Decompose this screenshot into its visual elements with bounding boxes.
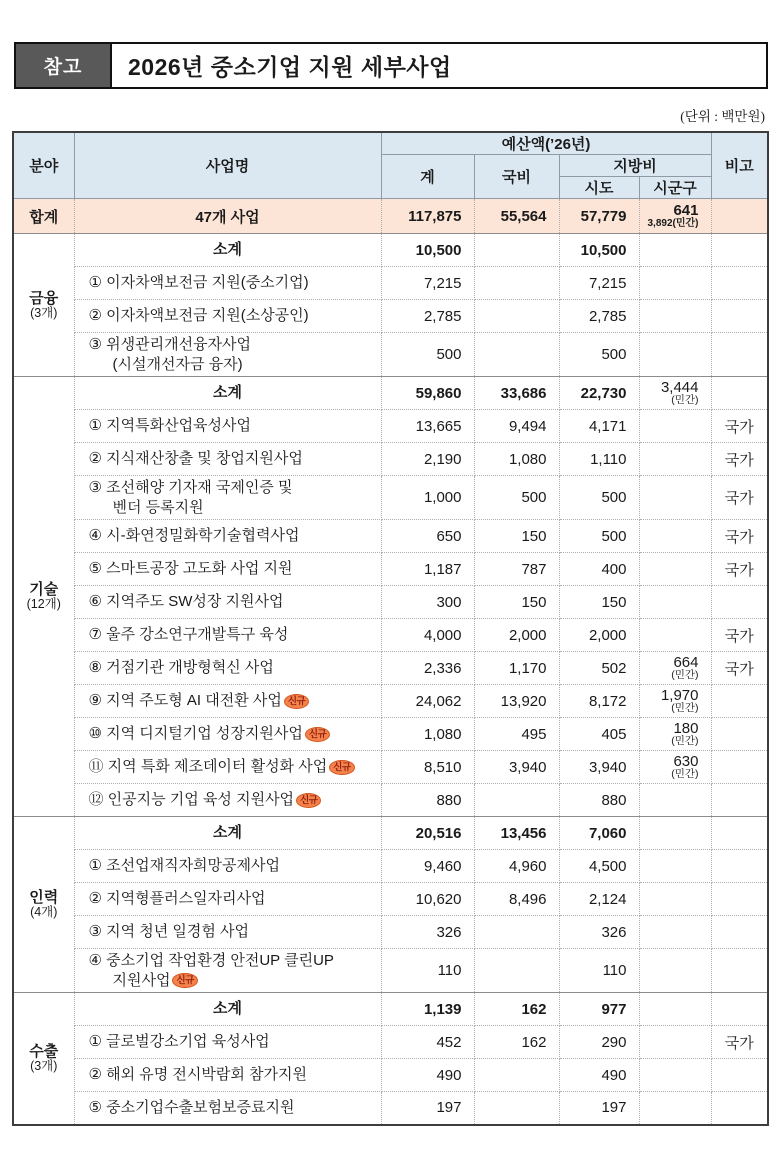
project-row [13, 520, 768, 553]
project-row [13, 619, 768, 652]
remark-cell [711, 300, 768, 333]
total-cell: 1,000 [381, 476, 474, 520]
remark-cell: 국가 [711, 410, 768, 443]
remark-cell [711, 199, 768, 234]
national-cell: 55,564 [474, 199, 559, 234]
district-note: 3,892(민간) [647, 217, 699, 229]
province-cell: 7,215 [559, 267, 639, 300]
province-cell: 2,124 [559, 883, 639, 916]
field-name: 금융 [29, 289, 59, 307]
project-name-line [75, 383, 381, 403]
project-name: ④ 중소기업 작업환경 안전UP 클린UP [88, 952, 334, 969]
project-name-line [89, 498, 381, 518]
subtotal-row [13, 377, 768, 410]
national-cell: 162 [474, 993, 559, 1026]
total-cell: 10,500 [381, 234, 474, 267]
project-cell [74, 619, 381, 652]
national-cell: 33,686 [474, 377, 559, 410]
district-note: (민간) [671, 669, 699, 682]
province-cell: 500 [559, 520, 639, 553]
reference-badge: 참고 [16, 44, 112, 87]
province-cell: 150 [559, 586, 639, 619]
project-name: 지원사업 [112, 971, 171, 989]
remark-cell: 국가 [711, 520, 768, 553]
district-cell [639, 949, 711, 993]
header-total: 계 [381, 155, 474, 199]
project-name: ① 글로벌강소기업 육성사업 [88, 1033, 270, 1051]
national-cell: 500 [474, 476, 559, 520]
total-cell: 117,875 [381, 199, 474, 234]
project-cell [74, 784, 381, 817]
total-cell: 2,785 [381, 300, 474, 333]
page-title: 2026년 중소기업 지원 세부사업 [128, 54, 452, 80]
project-name: ② 지역형플러스일자리사업 [88, 890, 266, 908]
header-district: 시군구 [639, 177, 711, 199]
total-row-project: 47개 사업 [74, 199, 381, 234]
district-cell [639, 1026, 711, 1059]
project-cell [74, 553, 381, 586]
field-count: (12개) [26, 597, 61, 612]
national-cell [474, 916, 559, 949]
new-badge: 신규 [305, 727, 330, 743]
total-cell: 452 [381, 1026, 474, 1059]
district-note: (민간) [671, 735, 699, 748]
total-cell: 326 [381, 916, 474, 949]
project-name-line [75, 823, 381, 843]
remark-cell [711, 949, 768, 993]
project-cell [74, 377, 381, 410]
total-cell: 4,000 [381, 619, 474, 652]
total-row [13, 199, 768, 234]
remark-cell: 국가 [711, 1026, 768, 1059]
subtotal-row [13, 817, 768, 850]
district-cell [639, 553, 711, 586]
district-cell [639, 520, 711, 553]
district-cell [639, 267, 711, 300]
total-cell: 300 [381, 586, 474, 619]
subtotal-row [13, 234, 768, 267]
national-cell: 3,940 [474, 751, 559, 784]
project-row [13, 784, 768, 817]
project-row [13, 553, 768, 586]
province-cell: 405 [559, 718, 639, 751]
district-value: 664 [673, 653, 699, 671]
project-name: ③ 조선해양 기자재 국제인증 및 [88, 479, 293, 496]
project-cell [74, 685, 381, 718]
national-cell [474, 1059, 559, 1092]
remark-cell [711, 784, 768, 817]
remark-cell [711, 817, 768, 850]
project-name: ① 조선업재직자희망공제사업 [88, 857, 280, 875]
remark-cell [711, 883, 768, 916]
project-name: ⑦ 울주 강소연구개발특구 육성 [88, 626, 289, 644]
project-name: ① 지역특화산업육성사업 [88, 417, 252, 435]
province-cell: 4,171 [559, 410, 639, 443]
table-header [13, 132, 768, 199]
project-cell [74, 817, 381, 850]
province-cell: 57,779 [559, 199, 639, 234]
project-cell [74, 1059, 381, 1092]
total-cell: 2,336 [381, 652, 474, 685]
field-cell [13, 377, 74, 817]
district-cell [639, 1092, 711, 1125]
project-name: ③ 지역 청년 일경험 사업 [88, 923, 250, 941]
subtotal-row [13, 993, 768, 1026]
field-cell [13, 234, 74, 377]
project-name-line [89, 724, 381, 744]
header-project: 사업명 [74, 132, 381, 199]
project-row [13, 1092, 768, 1125]
province-cell: 8,172 [559, 685, 639, 718]
project-name-line [89, 691, 381, 711]
district-cell [639, 916, 711, 949]
national-cell [474, 300, 559, 333]
project-cell [74, 300, 381, 333]
district-cell [639, 476, 711, 520]
document-page [0, 42, 779, 1157]
title-bar [14, 42, 768, 89]
national-cell [474, 784, 559, 817]
national-cell: 1,080 [474, 443, 559, 476]
project-row [13, 300, 768, 333]
field-count: (3개) [30, 305, 58, 320]
total-cell: 1,080 [381, 718, 474, 751]
national-cell: 8,496 [474, 883, 559, 916]
project-name-line [89, 625, 381, 645]
project-name-line [89, 416, 381, 436]
national-cell: 787 [474, 553, 559, 586]
table-body [13, 199, 768, 1125]
field-name: 기술 [29, 581, 59, 598]
new-badge: 신규 [172, 973, 197, 989]
field-name: 인력 [29, 889, 59, 906]
national-cell [474, 949, 559, 993]
province-cell: 197 [559, 1092, 639, 1125]
field-cell [13, 817, 74, 993]
district-cell [639, 1059, 711, 1092]
project-name-line [89, 951, 381, 971]
district-value: 180 [673, 719, 699, 737]
province-cell: 326 [559, 916, 639, 949]
project-row [13, 476, 768, 520]
district-note: (민간) [671, 394, 699, 407]
remark-cell [711, 377, 768, 410]
district-cell [639, 993, 711, 1026]
national-cell [474, 1092, 559, 1125]
national-cell: 13,920 [474, 685, 559, 718]
field-count: (4개) [30, 905, 58, 920]
project-cell [74, 916, 381, 949]
province-cell: 4,500 [559, 850, 639, 883]
province-cell: 490 [559, 1059, 639, 1092]
project-name: ⑪ 지역 특화 제조데이터 활성화 사업 [88, 758, 328, 776]
project-row [13, 1059, 768, 1092]
district-cell [639, 784, 711, 817]
project-cell [74, 652, 381, 685]
district-cell [639, 685, 711, 718]
national-cell [474, 333, 559, 377]
project-name-line [89, 971, 381, 991]
project-cell [74, 850, 381, 883]
project-cell [74, 993, 381, 1026]
project-name-line [89, 559, 381, 579]
project-name: ⑤ 중소기업수출보험보증료지원 [88, 1099, 295, 1116]
total-cell: 8,510 [381, 751, 474, 784]
project-name: 소계 [213, 241, 242, 259]
project-name-line [89, 658, 381, 678]
total-cell: 10,620 [381, 883, 474, 916]
project-row [13, 410, 768, 443]
province-cell: 977 [559, 993, 639, 1026]
national-cell: 4,960 [474, 850, 559, 883]
total-cell: 59,860 [381, 377, 474, 410]
header-remark: 비고 [711, 132, 768, 199]
remark-cell [711, 1092, 768, 1125]
project-name-line [75, 999, 381, 1019]
project-cell [74, 410, 381, 443]
project-name-line [75, 240, 381, 260]
remark-cell: 국가 [711, 652, 768, 685]
project-name-line [89, 889, 381, 909]
national-cell: 495 [474, 718, 559, 751]
total-cell: 9,460 [381, 850, 474, 883]
project-name: ⑥ 지역주도 SW성장 지원사업 [88, 593, 284, 611]
project-name-line [89, 449, 381, 469]
national-cell: 150 [474, 520, 559, 553]
district-cell [639, 377, 711, 410]
project-cell [74, 1026, 381, 1059]
project-name: ⑧ 거점기관 개방형혁신 사업 [88, 659, 274, 677]
project-cell [74, 751, 381, 784]
new-badge: 신규 [329, 760, 354, 776]
project-cell [74, 443, 381, 476]
project-row [13, 949, 768, 993]
project-name: ⑫ 인공지능 기업 육성 지원사업 [88, 791, 295, 809]
remark-cell: 국가 [711, 476, 768, 520]
province-cell: 3,940 [559, 751, 639, 784]
district-cell [639, 300, 711, 333]
remark-cell [711, 916, 768, 949]
project-name-line [89, 1032, 381, 1052]
total-cell: 197 [381, 1092, 474, 1125]
project-name: ⑨ 지역 주도형 AI 대전환 사업 [88, 692, 282, 710]
total-cell: 2,190 [381, 443, 474, 476]
district-cell [639, 652, 711, 685]
project-name: ④ 시-화연정밀화학기술협력사업 [88, 527, 300, 545]
project-name: ⑩ 지역 디지털기업 성장지원사업 [88, 725, 303, 743]
remark-cell [711, 333, 768, 377]
national-cell [474, 267, 559, 300]
project-row [13, 685, 768, 718]
province-cell: 500 [559, 476, 639, 520]
project-name-line [89, 526, 381, 546]
remark-cell: 국가 [711, 619, 768, 652]
budget-table [12, 131, 769, 1126]
district-cell [639, 718, 711, 751]
project-name-line [89, 355, 381, 375]
district-cell [639, 883, 711, 916]
remark-cell [711, 685, 768, 718]
remark-cell [711, 234, 768, 267]
project-cell [74, 883, 381, 916]
province-cell: 400 [559, 553, 639, 586]
project-name-line [89, 335, 381, 355]
district-cell [639, 619, 711, 652]
total-cell: 500 [381, 333, 474, 377]
remark-cell [711, 1059, 768, 1092]
remark-cell: 국가 [711, 553, 768, 586]
province-cell: 10,500 [559, 234, 639, 267]
header-local-group: 지방비 [559, 155, 711, 177]
header-budget-group: 예산액(’26년) [381, 132, 711, 155]
total-cell: 13,665 [381, 410, 474, 443]
field-cell [13, 993, 74, 1125]
project-name: 소계 [213, 1000, 242, 1018]
national-cell: 2,000 [474, 619, 559, 652]
total-cell: 110 [381, 949, 474, 993]
remark-cell [711, 751, 768, 784]
project-name: ② 지식재산창출 및 창업지원사업 [88, 450, 303, 468]
total-cell: 1,139 [381, 993, 474, 1026]
project-row [13, 751, 768, 784]
district-cell [639, 586, 711, 619]
project-cell [74, 333, 381, 377]
header-province: 시도 [559, 177, 639, 199]
header-national: 국비 [474, 155, 559, 199]
project-name-line [89, 306, 381, 326]
total-cell: 24,062 [381, 685, 474, 718]
remark-cell [711, 267, 768, 300]
district-value: 641 [673, 201, 699, 219]
national-cell: 150 [474, 586, 559, 619]
project-name: 벤더 등록지원 [112, 498, 204, 516]
national-cell: 13,456 [474, 817, 559, 850]
project-name-line [89, 922, 381, 942]
project-cell [74, 267, 381, 300]
district-cell [639, 234, 711, 267]
project-row [13, 916, 768, 949]
total-cell: 20,516 [381, 817, 474, 850]
project-row [13, 586, 768, 619]
project-cell [74, 1092, 381, 1125]
remark-cell [711, 850, 768, 883]
district-note: (민간) [671, 702, 699, 715]
district-cell [639, 443, 711, 476]
project-row [13, 333, 768, 377]
province-cell: 22,730 [559, 377, 639, 410]
project-name-line [89, 856, 381, 876]
national-cell [474, 234, 559, 267]
district-value: 3,444 [660, 378, 699, 396]
project-row [13, 1026, 768, 1059]
district-cell [639, 333, 711, 377]
district-cell [639, 751, 711, 784]
project-cell [74, 586, 381, 619]
province-cell: 880 [559, 784, 639, 817]
project-row [13, 443, 768, 476]
new-badge: 신규 [296, 793, 321, 809]
project-name: ⑤ 스마트공장 고도화 사업 지원 [88, 560, 293, 578]
total-cell: 650 [381, 520, 474, 553]
project-row [13, 850, 768, 883]
district-value: 1,970 [660, 686, 699, 704]
project-row [13, 883, 768, 916]
project-cell [74, 718, 381, 751]
district-cell [639, 199, 711, 234]
district-value: 630 [673, 752, 699, 770]
province-cell: 502 [559, 652, 639, 685]
total-cell: 1,187 [381, 553, 474, 586]
project-name-line [89, 478, 381, 498]
national-cell: 1,170 [474, 652, 559, 685]
district-note: (민간) [671, 768, 699, 781]
province-cell: 1,110 [559, 443, 639, 476]
district-cell [639, 817, 711, 850]
remark-cell [711, 993, 768, 1026]
national-cell: 162 [474, 1026, 559, 1059]
remark-cell [711, 718, 768, 751]
province-cell: 500 [559, 333, 639, 377]
project-name-line [89, 757, 381, 777]
district-cell [639, 410, 711, 443]
province-cell: 7,060 [559, 817, 639, 850]
project-row [13, 267, 768, 300]
field-name: 수출 [29, 1042, 59, 1060]
project-cell [74, 234, 381, 267]
project-cell [74, 476, 381, 520]
field-count: (3개) [30, 1059, 58, 1073]
project-cell [74, 520, 381, 553]
project-name: ② 이자차액보전금 지원(소상공인) [88, 307, 309, 325]
province-cell: 2,000 [559, 619, 639, 652]
project-name: 소계 [213, 824, 242, 842]
province-cell: 110 [559, 949, 639, 993]
remark-cell [711, 586, 768, 619]
header-field: 분야 [13, 132, 74, 199]
project-name: (시설개선자금 융자) [112, 355, 243, 373]
province-cell: 290 [559, 1026, 639, 1059]
unit-note: (단위 : 백만원) [680, 109, 765, 124]
new-badge: 신규 [284, 694, 309, 710]
province-cell: 2,785 [559, 300, 639, 333]
national-cell: 9,494 [474, 410, 559, 443]
project-name: ② 해외 유명 전시박람회 참가지원 [88, 1066, 307, 1084]
project-cell [74, 949, 381, 993]
project-name-line [89, 273, 381, 293]
district-cell [639, 850, 711, 883]
project-name: ③ 위생관리개선융자사업 [88, 336, 252, 353]
total-row-field: 합계 [13, 199, 74, 234]
project-name: ① 이자차액보전금 지원(중소기업) [88, 274, 309, 292]
total-cell: 490 [381, 1059, 474, 1092]
total-cell: 880 [381, 784, 474, 817]
project-name-line [89, 592, 381, 612]
project-name-line [89, 790, 381, 810]
project-name: 소계 [213, 384, 242, 402]
total-cell: 7,215 [381, 267, 474, 300]
remark-cell: 국가 [711, 443, 768, 476]
project-row [13, 652, 768, 685]
project-name-line [89, 1065, 381, 1085]
project-row [13, 718, 768, 751]
